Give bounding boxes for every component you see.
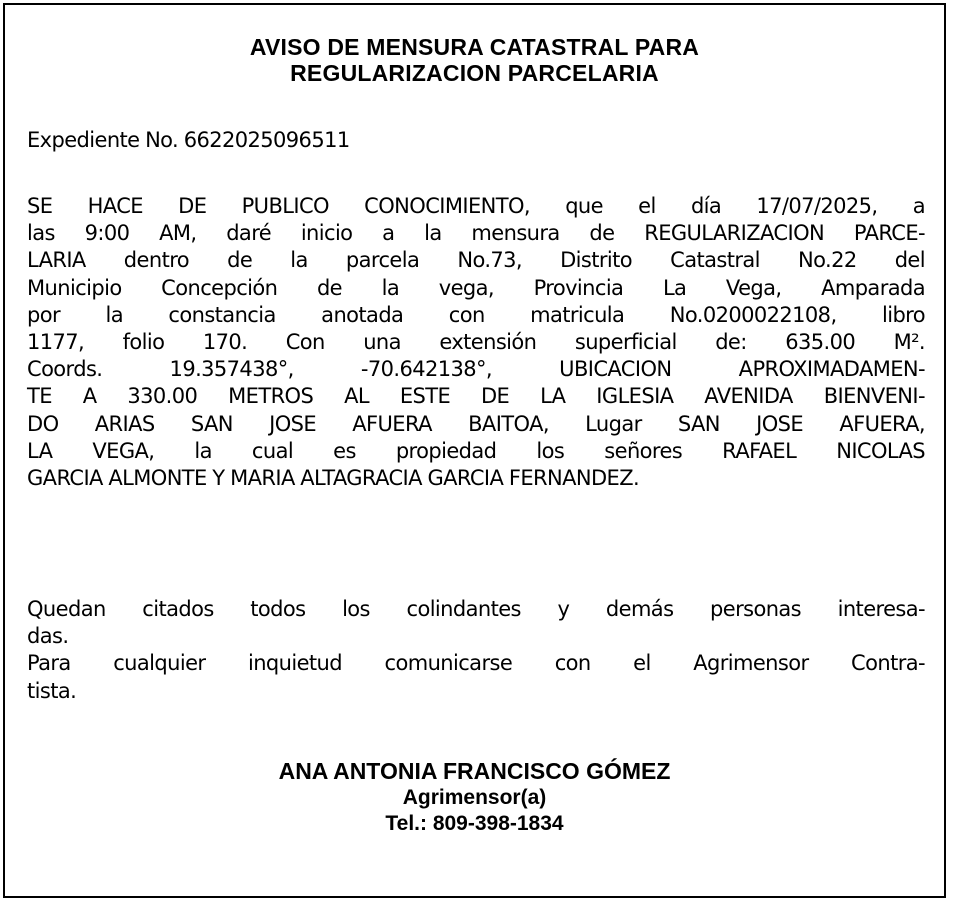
- paragraph-line: las 9:00 AM, daré inicio a la mensura de REGULARIZACION PARCE-: [27, 221, 925, 246]
- surveyor-name: ANA ANTONIA FRANCISCO GÓMEZ: [278, 758, 671, 784]
- closing-line: das.: [27, 624, 69, 649]
- paragraph-line: Municipio Concepción de la vega, Provincia La Vega, Amparada: [27, 275, 925, 300]
- paragraph-line: Coords. 19.357438°, -70.642138°, UBICACION APROXIMADAMEN-: [27, 357, 925, 382]
- surveyor-phone: Tel.: 809-398-1834: [385, 812, 564, 835]
- paragraph-line: DO ARIAS SAN JOSE AFUERA BAITOA, Lugar SAN JOSE AFUERA,: [27, 411, 925, 436]
- paragraph-line: SE HACE DE PUBLICO CONOCIMIENTO, que el día 17/07/2025, a: [27, 194, 925, 218]
- signature-block: [5, 757, 944, 837]
- paragraph-line: por la constancia anotada con matricula No.0200022108, libro: [27, 302, 925, 327]
- notice-title: [5, 34, 944, 86]
- expediente-number: Expediente No. 6622025096511: [27, 128, 350, 152]
- paragraph-line: LARIA dentro de la parcela No.73, Distrito Catastral No.22 del: [27, 248, 925, 273]
- paragraph-line: LA VEGA, la cual es propiedad los señores RAFAEL NICOLAS: [27, 438, 925, 463]
- title-line: REGULARIZACION PARCELARIA: [290, 60, 659, 86]
- notice-box: [3, 3, 946, 898]
- surveyor-role: Agrimensor(a): [402, 786, 547, 809]
- closing-paragraph: [27, 596, 925, 705]
- main-paragraph: [27, 193, 925, 492]
- closing-line: Para cualquier inquietud comunicarse con el Agrimensor Contra-: [27, 651, 925, 676]
- title-line: AVISO DE MENSURA CATASTRAL PARA: [249, 34, 700, 60]
- paragraph-line: 1177, folio 170. Con una extensión superficial de: 635.00 M².: [27, 330, 925, 355]
- paragraph-line: GARCIA ALMONTE Y MARIA ALTAGRACIA GARCIA FERNANDEZ.: [27, 466, 640, 491]
- paragraph-line: TE A 330.00 METROS AL ESTE DE LA IGLESIA AVENIDA BIENVENI-: [27, 384, 925, 409]
- closing-line: tista.: [27, 678, 77, 703]
- closing-line: Quedan citados todos los colindantes y demás personas interesa-: [27, 597, 925, 621]
